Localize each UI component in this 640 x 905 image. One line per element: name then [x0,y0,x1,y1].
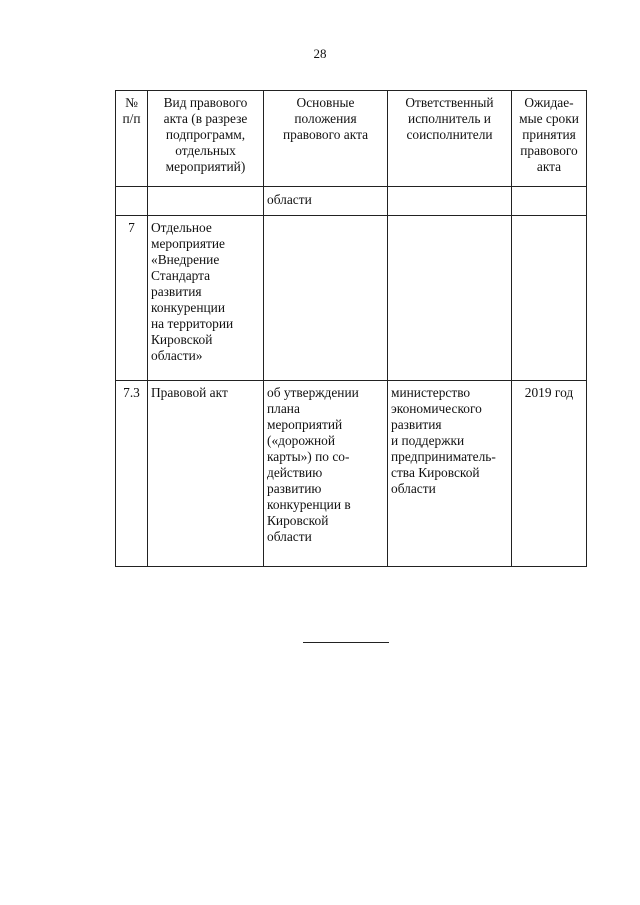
cell-responsible [388,187,512,216]
cell-expected-date: 2019 год [512,381,587,567]
end-divider-line [303,642,389,643]
cell-provisions [264,216,388,381]
page-number: 28 [313,46,327,61]
cell-responsible: министерство экономического развития и поддержки предприниматель- ства Кировской области [388,381,512,567]
cell-provisions: об утверждении плана мероприятий («дорожной карты») по со- действию развитию конкуренции в Кировской области [264,381,388,567]
table-header-row [116,91,587,187]
cell-expected-date [512,187,587,216]
cell-expected-date [512,216,587,381]
cell-act-type [148,187,264,216]
cell-num: 7.3 [116,381,148,567]
cell-responsible [388,216,512,381]
header-responsible: Ответственный исполнитель и соисполнители [388,91,512,187]
cell-num [116,187,148,216]
table-row [116,216,587,381]
table-row [116,381,587,567]
header-expected-date: Ожидае- мые сроки принятия правового акта [512,91,587,187]
cell-act-type: Отдельное мероприятие «Внедрение Стандарта развития конкуренции на территории Кировской области» [148,216,264,381]
cell-num: 7 [116,216,148,381]
cell-provisions: области [264,187,388,216]
table-row [116,187,587,216]
header-num: № п/п [116,91,148,187]
cell-act-type: Правовой акт [148,381,264,567]
legal-acts-table [115,90,587,567]
header-act-type: Вид правового акта (в разрезе подпрограмм, отдельных мероприятий) [148,91,264,187]
header-provisions: Основные положения правового акта [264,91,388,187]
